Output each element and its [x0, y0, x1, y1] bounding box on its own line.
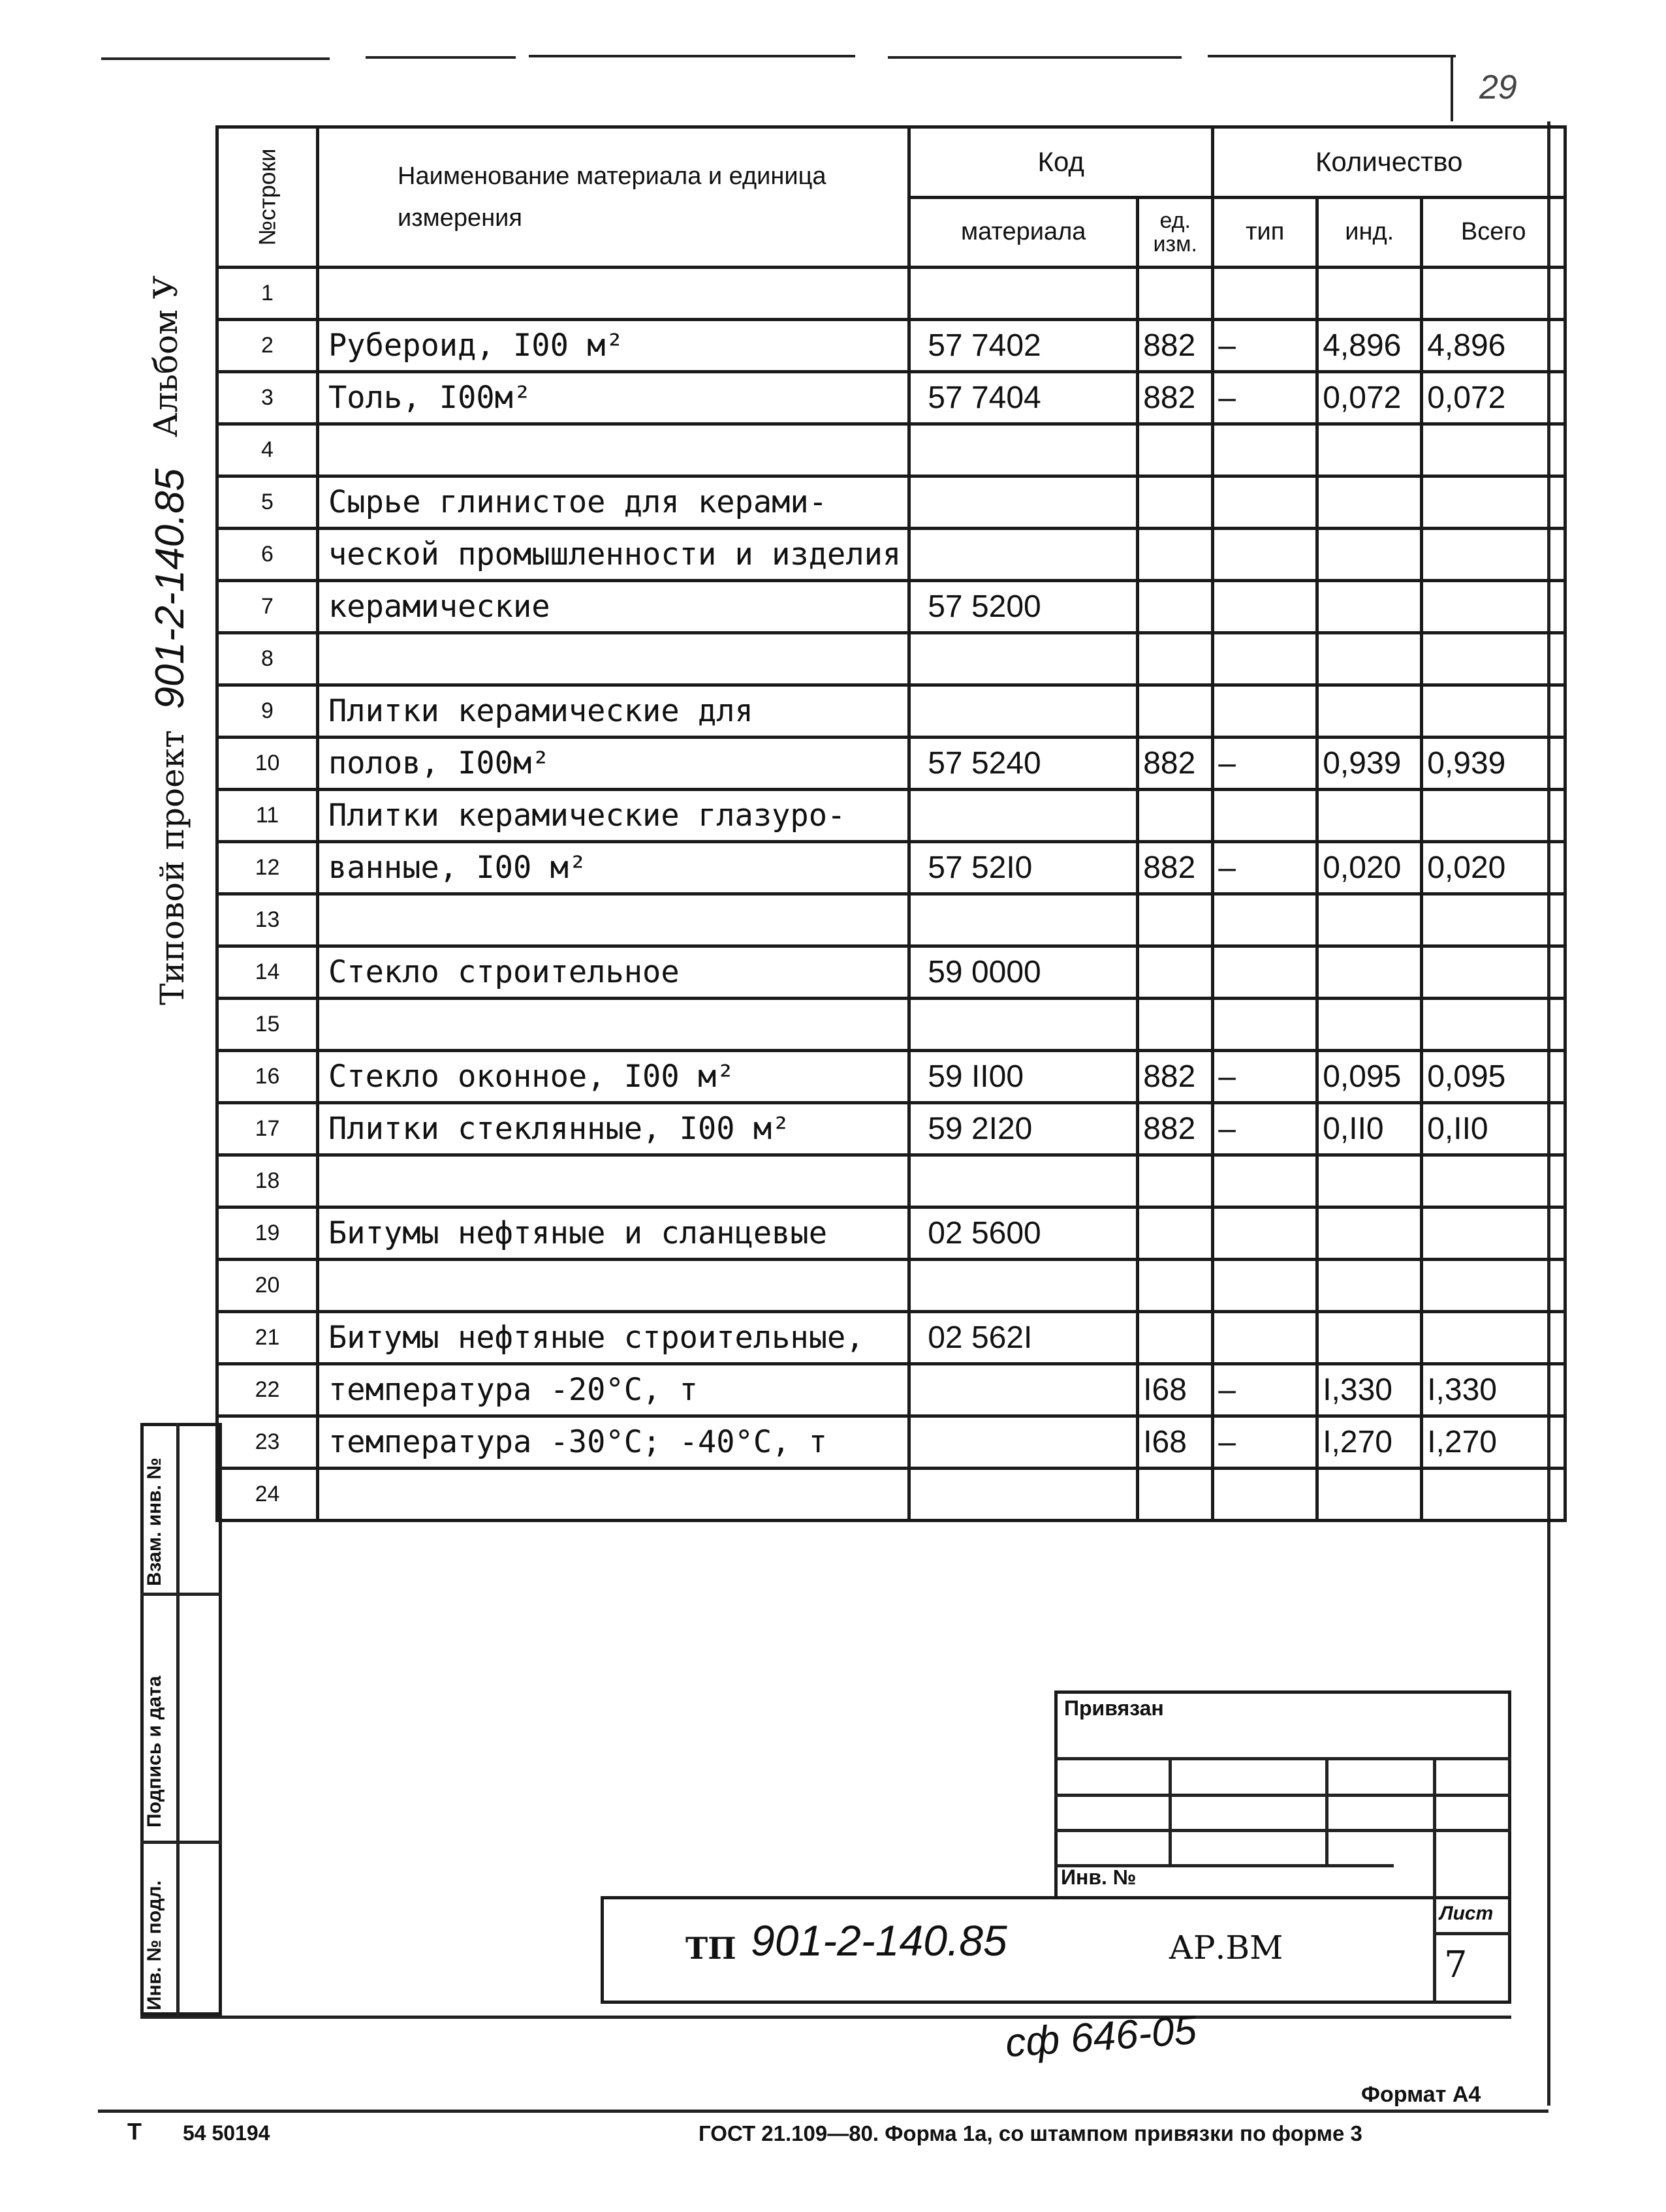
material-code — [909, 633, 1138, 685]
qty-total — [1422, 1469, 1565, 1521]
material-name: температура -20°C, т — [318, 1364, 909, 1416]
title-block — [601, 1896, 1511, 2004]
footer-format: Формат А4 — [1361, 2082, 1481, 2107]
unit-code — [1138, 581, 1213, 633]
material-code: 57 7404 — [909, 372, 1138, 424]
material-code: 57 52I0 — [909, 842, 1138, 894]
page-number-box — [1451, 56, 1548, 121]
unit-code — [1138, 529, 1213, 581]
table-row — [217, 946, 1565, 999]
qty-total — [1422, 1260, 1565, 1312]
table-row — [217, 842, 1565, 894]
qty-ind — [1317, 790, 1422, 842]
row-number: 18 — [217, 1155, 318, 1207]
material-name: Битумы нефтяные и сланцевые — [318, 1207, 909, 1260]
qty-ind — [1317, 685, 1422, 738]
qty-type: – — [1213, 842, 1317, 894]
unit-code: 882 — [1138, 1103, 1213, 1155]
qty-ind: 0,095 — [1317, 1051, 1422, 1103]
table-row — [217, 1260, 1565, 1312]
material-name: Плитки стеклянные, I00 м² — [318, 1103, 909, 1155]
unit-code — [1138, 268, 1213, 320]
qty-type — [1213, 529, 1317, 581]
header-qty-ind: инд. — [1317, 197, 1422, 268]
qty-total — [1422, 529, 1565, 581]
table-row — [217, 738, 1565, 790]
material-name: Битумы нефтяные строительные, — [318, 1312, 909, 1364]
qty-ind: 0,020 — [1317, 842, 1422, 894]
material-name — [318, 424, 909, 476]
unit-code — [1138, 1260, 1213, 1312]
qty-ind — [1317, 581, 1422, 633]
qty-total — [1422, 999, 1565, 1051]
unit-code — [1138, 1207, 1213, 1260]
qty-type: – — [1213, 320, 1317, 372]
qty-type — [1213, 790, 1317, 842]
header-code-material: материала — [909, 197, 1138, 268]
title-doc-code: АР.ВМ — [1169, 1929, 1283, 1967]
qty-total — [1422, 1207, 1565, 1260]
row-number: 23 — [217, 1416, 318, 1469]
row-number: 5 — [217, 476, 318, 529]
qty-total — [1422, 476, 1565, 529]
footer-gost: ГОСТ 21.109—80. Форма 1а, со штампом привязки по форме 3 — [699, 2121, 1362, 2145]
page-number: 29 — [1479, 69, 1517, 106]
qty-ind — [1317, 1207, 1422, 1260]
binding-inv-no-label: Инв. № — [1061, 1865, 1137, 1889]
table-row — [217, 999, 1565, 1051]
qty-type: – — [1213, 372, 1317, 424]
material-code: 59 II00 — [909, 1051, 1138, 1103]
qty-ind — [1317, 476, 1422, 529]
qty-ind — [1317, 1155, 1422, 1207]
qty-ind — [1317, 529, 1422, 581]
material-code — [909, 268, 1138, 320]
qty-type — [1213, 476, 1317, 529]
table-row — [217, 1051, 1565, 1103]
qty-total — [1422, 581, 1565, 633]
qty-ind: 0,939 — [1317, 738, 1422, 790]
table-row — [217, 1312, 1565, 1364]
table-row — [217, 424, 1565, 476]
header-qty-type: тип — [1213, 197, 1317, 268]
unit-code: I68 — [1138, 1364, 1213, 1416]
qty-ind: I,270 — [1317, 1416, 1422, 1469]
row-number: 2 — [217, 320, 318, 372]
material-code: 59 0000 — [909, 946, 1138, 999]
material-code — [909, 1469, 1138, 1521]
unit-code — [1138, 685, 1213, 738]
qty-type — [1213, 1469, 1317, 1521]
material-name: керамические — [318, 581, 909, 633]
table-row — [217, 1155, 1565, 1207]
qty-type — [1213, 581, 1317, 633]
table-row — [217, 790, 1565, 842]
qty-type — [1213, 424, 1317, 476]
binding-privyazan-label: Привязан — [1064, 1696, 1164, 1720]
table-row — [217, 1364, 1565, 1416]
row-number: 6 — [217, 529, 318, 581]
table-row — [217, 529, 1565, 581]
row-number: 19 — [217, 1207, 318, 1260]
unit-code: 882 — [1138, 738, 1213, 790]
row-number: 14 — [217, 946, 318, 999]
material-code: 57 5200 — [909, 581, 1138, 633]
unit-code — [1138, 946, 1213, 999]
material-name — [318, 633, 909, 685]
qty-total: 0,II0 — [1422, 1103, 1565, 1155]
qty-type — [1213, 946, 1317, 999]
row-number: 15 — [217, 999, 318, 1051]
qty-type — [1213, 894, 1317, 946]
row-number: 10 — [217, 738, 318, 790]
qty-total — [1422, 1155, 1565, 1207]
qty-total: 4,896 — [1422, 320, 1565, 372]
table-row — [217, 268, 1565, 320]
material-code: 57 7402 — [909, 320, 1138, 372]
qty-total — [1422, 633, 1565, 685]
qty-ind — [1317, 1312, 1422, 1364]
material-name: Плитки керамические для — [318, 685, 909, 738]
table-row — [217, 476, 1565, 529]
qty-type — [1213, 1207, 1317, 1260]
material-code — [909, 999, 1138, 1051]
qty-ind: 0,072 — [1317, 372, 1422, 424]
row-number: 24 — [217, 1469, 318, 1521]
unit-code — [1138, 1469, 1213, 1521]
sheet-label: Лист — [1439, 1903, 1494, 1924]
material-name: ванные, I00 м² — [318, 842, 909, 894]
material-code: 02 562I — [909, 1312, 1138, 1364]
material-name: полов, I00м² — [318, 738, 909, 790]
unit-code: 882 — [1138, 320, 1213, 372]
table-row — [217, 894, 1565, 946]
header-code — [909, 127, 1213, 198]
material-code — [909, 1364, 1138, 1416]
title-prefix: ТП — [685, 1931, 736, 1966]
row-number: 21 — [217, 1312, 318, 1364]
qty-type: – — [1213, 1416, 1317, 1469]
qty-type — [1213, 685, 1317, 738]
qty-type — [1213, 1155, 1317, 1207]
stamp-inv-podl: Инв. № подл. — [144, 1880, 165, 2010]
header-row-no-text: №строки — [253, 148, 281, 246]
material-name: Плитки керамические глазуро- — [318, 790, 909, 842]
unit-code — [1138, 999, 1213, 1051]
material-name — [318, 894, 909, 946]
table-row — [217, 633, 1565, 685]
row-number: 12 — [217, 842, 318, 894]
table-row — [217, 320, 1565, 372]
footer-left-mark: Т — [127, 2118, 142, 2145]
material-code: 57 5240 — [909, 738, 1138, 790]
row-number: 16 — [217, 1051, 318, 1103]
unit-code — [1138, 1155, 1213, 1207]
qty-total — [1422, 894, 1565, 946]
header-name — [318, 127, 909, 268]
qty-ind — [1317, 268, 1422, 320]
unit-code: 882 — [1138, 372, 1213, 424]
qty-type: – — [1213, 1051, 1317, 1103]
row-number: 7 — [217, 581, 318, 633]
unit-code — [1138, 424, 1213, 476]
materials-table — [215, 125, 1567, 1522]
qty-total — [1422, 268, 1565, 320]
qty-ind — [1317, 946, 1422, 999]
table-row — [217, 1469, 1565, 1521]
project-number-handwritten: 901-2-140.85 — [148, 468, 193, 709]
table-row — [217, 1103, 1565, 1155]
project-label — [147, 469, 193, 1005]
material-code: 59 2I20 — [909, 1103, 1138, 1155]
unit-code — [1138, 894, 1213, 946]
row-number: 22 — [217, 1364, 318, 1416]
material-name — [318, 1469, 909, 1521]
header-name-text: Наименование материала и единица измерения — [398, 163, 826, 232]
row-number: 9 — [217, 685, 318, 738]
qty-ind — [1317, 894, 1422, 946]
footer-left-code: 54 50194 — [183, 2121, 270, 2145]
material-name: Стекло оконное, I00 м² — [318, 1051, 909, 1103]
material-name: Сырье глинистое для керами- — [318, 476, 909, 529]
qty-total: I,270 — [1422, 1416, 1565, 1469]
header-qty-total: Всего — [1422, 197, 1565, 268]
header-quantity — [1213, 127, 1565, 198]
qty-total: 0,939 — [1422, 738, 1565, 790]
unit-code: 882 — [1138, 842, 1213, 894]
unit-code — [1138, 790, 1213, 842]
qty-type: – — [1213, 738, 1317, 790]
material-name: Рубероид, I00 м² — [318, 320, 909, 372]
material-code — [909, 1155, 1138, 1207]
qty-ind — [1317, 424, 1422, 476]
sheet-value: 7 — [1444, 1944, 1468, 1986]
material-code — [909, 424, 1138, 476]
header-quantity-text: Количество — [1315, 146, 1463, 178]
qty-type — [1213, 268, 1317, 320]
qty-total: 0,095 — [1422, 1051, 1565, 1103]
row-number: 8 — [217, 633, 318, 685]
title-project-handwritten: 901-2-140.85 — [751, 1916, 1007, 1965]
material-code — [909, 685, 1138, 738]
qty-total — [1422, 946, 1565, 999]
row-number: 20 — [217, 1260, 318, 1312]
unit-code — [1138, 476, 1213, 529]
qty-type: – — [1213, 1364, 1317, 1416]
material-name — [318, 268, 909, 320]
qty-type — [1213, 999, 1317, 1051]
qty-total — [1422, 790, 1565, 842]
qty-type — [1213, 1260, 1317, 1312]
album-label: Альбом У — [147, 275, 185, 437]
row-number: 13 — [217, 894, 318, 946]
row-number: 17 — [217, 1103, 318, 1155]
unit-code: 882 — [1138, 1051, 1213, 1103]
handwritten-note: сф 646-05 — [1003, 2007, 1199, 2066]
qty-total — [1422, 424, 1565, 476]
material-code — [909, 790, 1138, 842]
qty-type — [1213, 1312, 1317, 1364]
table-row — [217, 372, 1565, 424]
material-code — [909, 476, 1138, 529]
qty-ind: 4,896 — [1317, 320, 1422, 372]
material-name: температура -30°C; -40°C, т — [318, 1416, 909, 1469]
material-code — [909, 1260, 1138, 1312]
qty-total: 0,020 — [1422, 842, 1565, 894]
material-code: 02 5600 — [909, 1207, 1138, 1260]
header-code-unit: ед. изм. — [1138, 197, 1213, 268]
table-row — [217, 581, 1565, 633]
material-code — [909, 529, 1138, 581]
material-name — [318, 999, 909, 1051]
qty-ind — [1317, 1469, 1422, 1521]
material-name — [318, 1155, 909, 1207]
qty-ind — [1317, 999, 1422, 1051]
project-label-text: Типовой проект — [153, 730, 191, 1005]
row-number: 3 — [217, 372, 318, 424]
unit-code — [1138, 633, 1213, 685]
qty-total: I,330 — [1422, 1364, 1565, 1416]
qty-ind — [1317, 633, 1422, 685]
header-row-1 — [217, 127, 1565, 198]
unit-code — [1138, 1312, 1213, 1364]
material-name: Стекло строительное — [318, 946, 909, 999]
table-row — [217, 1207, 1565, 1260]
row-number: 11 — [217, 790, 318, 842]
qty-total — [1422, 685, 1565, 738]
qty-total: 0,072 — [1422, 372, 1565, 424]
row-number: 1 — [217, 268, 318, 320]
material-code — [909, 894, 1138, 946]
table-row — [217, 685, 1565, 738]
material-code — [909, 1416, 1138, 1469]
unit-code: I68 — [1138, 1416, 1213, 1469]
stamp-vzam-inv: Взам. инв. № — [144, 1457, 165, 1586]
qty-type: – — [1213, 1103, 1317, 1155]
row-number: 4 — [217, 424, 318, 476]
table-row — [217, 1416, 1565, 1469]
qty-ind: 0,II0 — [1317, 1103, 1422, 1155]
qty-ind — [1317, 1260, 1422, 1312]
material-name: ческой промышленности и изделия — [318, 529, 909, 581]
header-code-text: Код — [1037, 146, 1084, 178]
qty-type — [1213, 633, 1317, 685]
qty-ind: I,330 — [1317, 1364, 1422, 1416]
material-name: Толь, I00м² — [318, 372, 909, 424]
stamp-podpis-data: Подпись и дата — [144, 1675, 165, 1828]
header-row-no — [217, 127, 318, 268]
qty-total — [1422, 1312, 1565, 1364]
material-name — [318, 1260, 909, 1312]
